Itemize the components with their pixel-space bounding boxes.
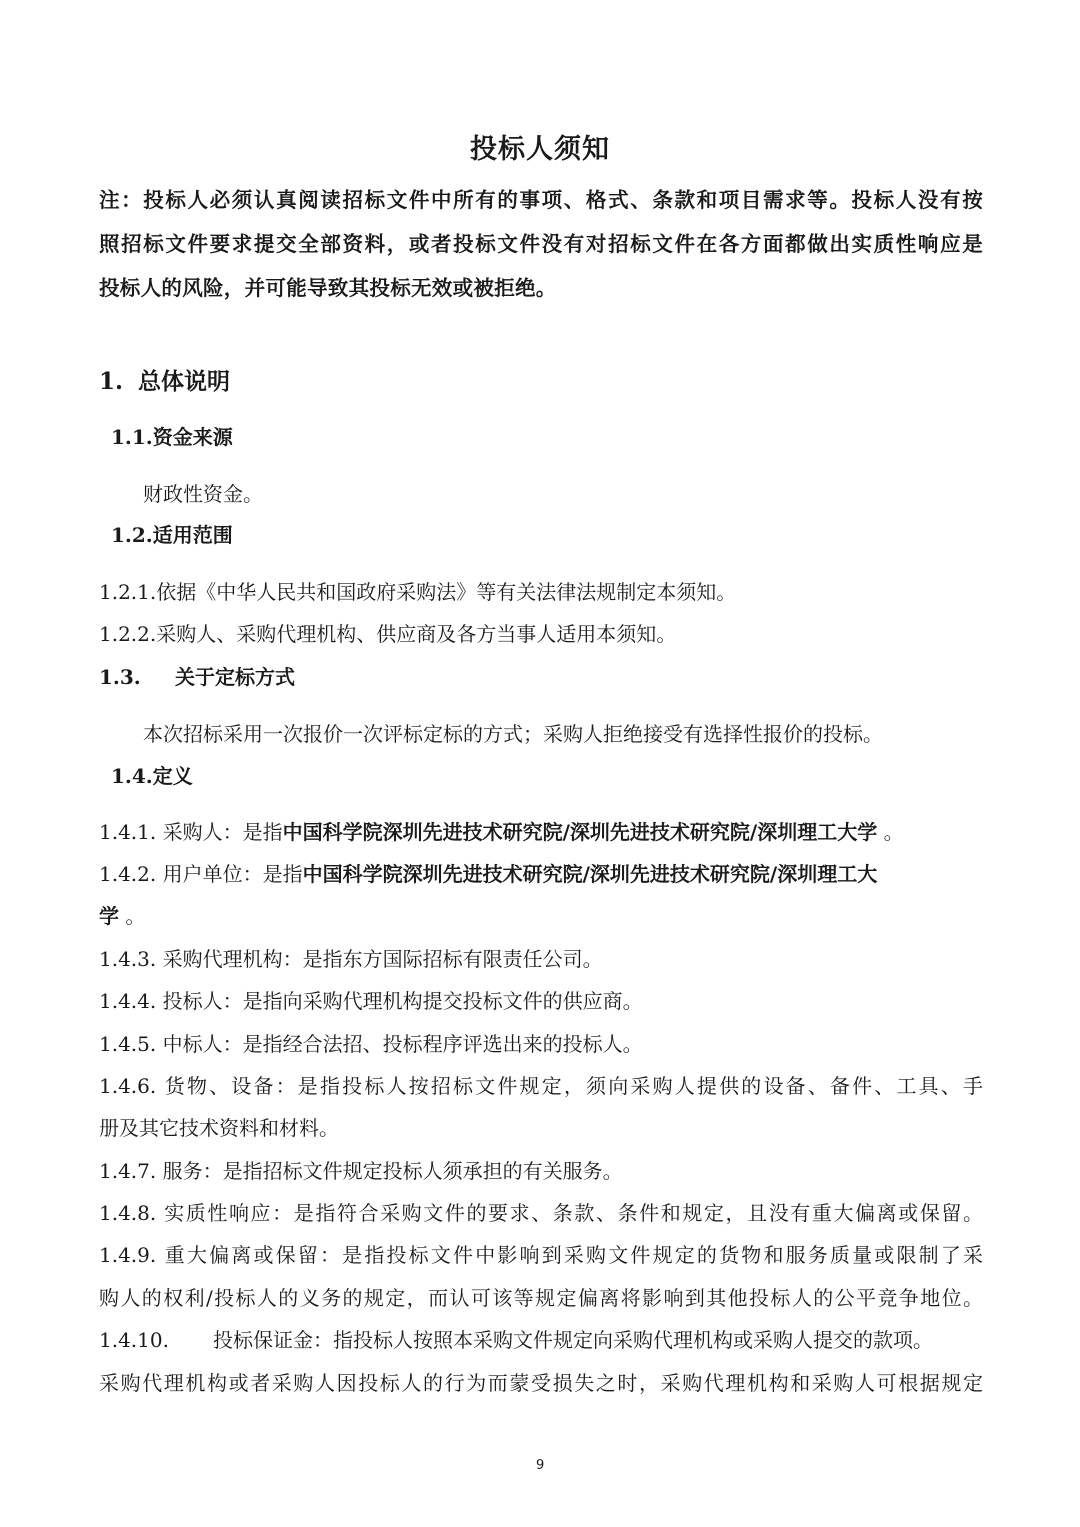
section-1-number: 1. bbox=[99, 368, 124, 395]
section-1-1-body: 财政性资金。 bbox=[143, 482, 263, 506]
definition-1-4-10-number: 1.4.10. bbox=[99, 1328, 169, 1352]
section-1-3-body: 本次招标采用一次报价一次评标定标的方式；采购人拒绝接受有选择性报价的投标。 bbox=[143, 722, 883, 746]
definition-1-4-7: 1.4.7. 服务：是指招标文件规定投标人须承担的有关服务。 bbox=[99, 1159, 623, 1183]
definition-1-4-3: 1.4.3. 采购代理机构：是指东方国际招标有限责任公司。 bbox=[99, 947, 603, 971]
notice-line-2: 照招标文件要求提交全部资料，或者投标文件没有对招标文件在各方面都做出实质性响应是 bbox=[99, 232, 983, 256]
definition-1-4-1-end: 。 bbox=[877, 820, 904, 844]
section-1-3-number: 1.3. bbox=[99, 665, 141, 689]
section-1-title: 总体说明 bbox=[138, 368, 230, 395]
purchaser-name: 中国科学院深圳先进技术研究院/深圳先进技术研究院/深圳理工大学 bbox=[282, 820, 878, 844]
clause-1-2-2: 1.2.2.采购人、采购代理机构、供应商及各方当事人适用本须知。 bbox=[99, 622, 677, 646]
user-unit-name-cont: 学 bbox=[99, 904, 119, 928]
user-unit-name: 中国科学院深圳先进技术研究院/深圳先进技术研究院/深圳理工大 bbox=[302, 862, 878, 886]
definition-1-4-1 bbox=[99, 818, 904, 846]
page-number: 9 bbox=[536, 1458, 545, 1473]
definition-1-4-2 bbox=[99, 860, 877, 888]
clause-1-2-1: 1.2.1.依据《中华人民共和国政府采购法》等有关法律法规制定本须知。 bbox=[99, 580, 737, 604]
definition-1-4-5: 1.4.5. 中标人：是指经合法招、投标程序评选出来的投标人。 bbox=[99, 1032, 643, 1056]
definition-1-4-9-line-1: 1.4.9. 重大偏离或保留：是指投标文件中影响到采购文件规定的货物和服务质量或限制了采 bbox=[99, 1243, 983, 1267]
notice-line-3: 投标人的风险，并可能导致其投标无效或被拒绝。 bbox=[99, 276, 557, 300]
definition-1-4-10-line-1: 投标保证金：指投标人按照本采购文件规定向采购代理机构或采购人提交的款项。 bbox=[213, 1328, 933, 1352]
definition-1-4-8: 1.4.8. 实质性响应：是指符合采购文件的要求、条款、条件和规定，且没有重大偏离或保留。 bbox=[99, 1201, 983, 1225]
definition-1-4-2-end: 。 bbox=[119, 904, 146, 928]
definition-1-4-2-label: 1.4.2. 用户单位：是指 bbox=[99, 862, 303, 886]
page-title: 投标人须知 bbox=[470, 134, 610, 165]
definition-1-4-6-line-2: 册及其它技术资料和材料。 bbox=[99, 1116, 339, 1140]
section-1-2-title: 1.2.适用范围 bbox=[111, 523, 233, 547]
definition-1-4-6-line-1: 1.4.6. 货物、设备：是指投标人按招标文件规定，须向采购人提供的设备、备件、工具、手 bbox=[99, 1074, 983, 1098]
definition-1-4-10-line-2: 采购代理机构或者采购人因投标人的行为而蒙受损失之时，采购代理机构和采购人可根据规定 bbox=[99, 1371, 983, 1395]
definition-1-4-1-label: 1.4.1. 采购人：是指 bbox=[99, 820, 283, 844]
definition-1-4-2-cont bbox=[99, 902, 145, 930]
definition-1-4-9-line-2: 购人的权利/投标人的义务的规定，而认可该等规定偏离将影响到其他投标人的公平竞争地位。 bbox=[99, 1286, 983, 1310]
section-1-1-title: 1.1.资金来源 bbox=[111, 425, 233, 449]
notice-line-1: 注：投标人必须认真阅读招标文件中所有的事项、格式、条款和项目需求等。投标人没有按 bbox=[99, 188, 983, 212]
definition-1-4-4: 1.4.4. 投标人：是指向采购代理机构提交投标文件的供应商。 bbox=[99, 989, 643, 1013]
section-1-3-title: 关于定标方式 bbox=[175, 665, 295, 689]
section-1-4-title: 1.4.定义 bbox=[111, 764, 193, 788]
